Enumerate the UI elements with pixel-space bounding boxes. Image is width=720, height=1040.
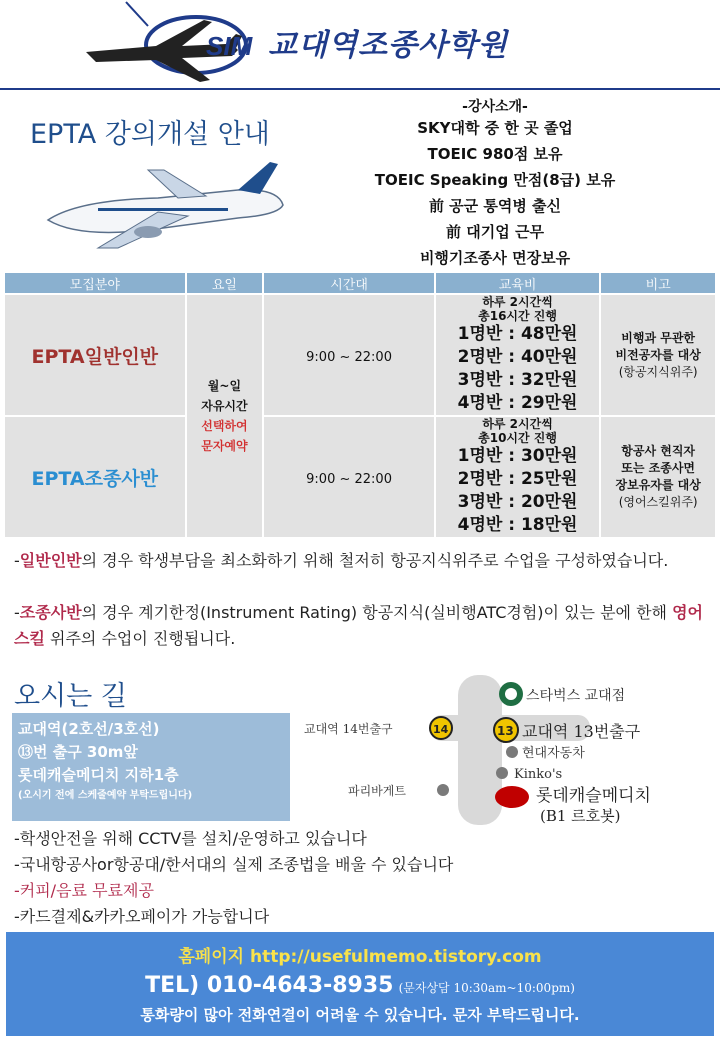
table-header: 모집분야: [4, 272, 186, 294]
instructor-line: SKY대학 중 한 곳 졸업: [417, 119, 573, 137]
tel-number[interactable]: TEL) 010-4643-8935: [145, 973, 394, 998]
table-header: 비고: [600, 272, 716, 294]
instructor-line: 前 대기업 근무: [446, 223, 544, 241]
class-name: EPTA일반인반: [31, 345, 159, 368]
note-line: 항공사 현직자: [621, 444, 696, 458]
note-cell: [600, 294, 716, 416]
class-name-cell: [4, 294, 186, 416]
class-name-cell: [4, 416, 186, 538]
address-line: 교대역(2호선/3호선): [18, 720, 160, 738]
epta-title: EPTA 강의개설 안내: [30, 119, 270, 150]
airplane-icon: [38, 160, 288, 250]
address-note: (오시기 전에 스케줄예약 부탁드립니다): [18, 790, 193, 801]
address-line: 롯데캐슬메디치 지하1층: [18, 766, 179, 784]
instructor-line: TOEIC Speaking 만점(8급) 보유: [374, 171, 616, 189]
note-line: (영어스킬위주): [618, 495, 698, 509]
day-cell: [186, 294, 264, 538]
general-class-paragraph: [14, 548, 714, 574]
fee-head: 총16시간 진행: [478, 309, 557, 323]
day-line: 문자예약: [201, 439, 248, 453]
table-header: 교육비: [435, 272, 600, 294]
fee-line: 3명반 : 32만원: [457, 370, 578, 390]
map-label-paris: 파리바게트: [348, 784, 406, 798]
class-name: EPTA조종사반: [31, 467, 159, 490]
pilot-class-text: 의 경우 계기한정(Instrument Rating) 항공지식(실비행ATC경험)이 있는 분에 한해: [81, 603, 673, 622]
pilot-class-paragraph: [14, 600, 714, 652]
note-line: (항공지식위주): [618, 364, 698, 379]
instructor-heading: -강사소개-: [462, 99, 528, 115]
instructor-line: 前 공군 통역병 출신: [428, 197, 562, 215]
map-label-lotte-sub: (B1 르호봇): [540, 807, 621, 825]
paris-marker: [437, 784, 449, 796]
time-value: 9:00 ~ 22:00: [306, 349, 392, 365]
course-table: [3, 271, 717, 539]
time-cell: [263, 294, 435, 416]
note-line: 비행과 무관한: [621, 330, 696, 345]
map-road-vertical: [458, 675, 502, 825]
general-class-text: 의 경우 학생부담을 최소화하기 위해 철저히 항공지식위주로 수업을 구성하였습니다.: [81, 551, 669, 570]
map-label-exit13: 교대역 13번출구: [522, 722, 641, 741]
bullet-item: -커피/음료 무료제공: [14, 881, 154, 900]
header-divider: [0, 88, 720, 90]
airplane-logo: [86, 0, 286, 85]
contact-footer: [6, 932, 714, 1036]
bullet-item: -카드결제&카카오페이가 가능합니다: [14, 907, 270, 926]
day-line: 월~일: [207, 379, 242, 393]
homepage-link[interactable]: 홈페이지 http://usefulmemo.tistory.com: [178, 947, 542, 967]
dash: -: [14, 551, 20, 570]
table-header-row: [4, 272, 716, 294]
dash: -: [14, 603, 20, 622]
fee-head: 하루 2시간씩: [482, 295, 553, 309]
time-value: 9:00 ~ 22:00: [306, 471, 392, 487]
bullet-item: -국내항공사or항공대/한서대의 실제 조종법을 배울 수 있습니다: [14, 855, 454, 874]
pilot-class-text-end: 위주의 수업이 진행됩니다.: [44, 629, 236, 648]
note-line: 비전공자를 대상: [615, 347, 701, 362]
map-label-kinkos: Kinko's: [514, 767, 563, 782]
instructor-line: 비행기조종사 면장보유: [419, 249, 571, 267]
note-line: 또는 조종사면: [621, 461, 696, 475]
english-skill-highlight: 영어스킬: [14, 603, 704, 648]
tel-row: [6, 973, 714, 998]
fee-line: 2명반 : 25만원: [457, 469, 578, 489]
table-header: 시간대: [263, 272, 435, 294]
fee-cell: [435, 416, 600, 538]
table-row: [4, 294, 716, 416]
table-row: [4, 416, 716, 538]
academy-title: 교대역조종사학원: [268, 28, 508, 63]
lotte-marker: [495, 786, 529, 808]
map-label-starbucks: 스타벅스 교대점: [526, 688, 626, 704]
fee-line: 4명반 : 29만원: [457, 393, 578, 413]
table-header: 요일: [186, 272, 264, 294]
fee-cell: [435, 294, 600, 416]
note-cell: [600, 416, 716, 538]
location-map: [290, 675, 710, 825]
general-class-highlight: 일반인반: [19, 551, 82, 570]
tel-note: (문자상담 10:30am~10:00pm): [398, 981, 575, 995]
bullet-item: -학생안전을 위해 CCTV를 설치/운영하고 있습니다: [14, 829, 367, 848]
location-title: 오시는 길: [14, 681, 127, 712]
note-line: 장보유자를 대상: [615, 478, 701, 492]
kinkos-marker: [496, 767, 508, 779]
fee-line: 3명반 : 20만원: [457, 492, 578, 512]
svg-text:14: 14: [433, 723, 449, 736]
footer-notice: 통화량이 많아 전화연결이 어려울 수 있습니다. 문자 부탁드립니다.: [140, 1006, 580, 1024]
time-cell: [263, 416, 435, 538]
address-box: [12, 713, 290, 821]
fee-line: 2명반 : 40만원: [457, 347, 578, 367]
fee-line: 1명반 : 48만원: [457, 324, 578, 344]
fee-head: 하루 2시간씩: [482, 417, 553, 431]
day-line: 선택하여: [201, 419, 248, 433]
hyundai-marker: [506, 746, 518, 758]
instructor-line: TOEIC 980점 보유: [427, 145, 563, 163]
map-label-lotte: 롯데캐슬메디치: [536, 786, 651, 806]
map-label-exit14: 교대역 14번출구: [304, 722, 393, 736]
svg-text:13: 13: [497, 724, 514, 738]
fee-line: 4명반 : 18만원: [457, 515, 578, 535]
day-line: 자유시간: [201, 399, 248, 413]
fee-head: 총10시간 진행: [478, 431, 557, 445]
pilot-class-highlight: 조종사반: [19, 603, 82, 622]
map-label-hyundai: 현대자동차: [522, 746, 585, 761]
fee-line: 1명반 : 30만원: [457, 446, 578, 466]
svg-text:SIM: SIM: [206, 31, 253, 61]
address-line: ⑬번 출구 30m앞: [18, 743, 138, 761]
